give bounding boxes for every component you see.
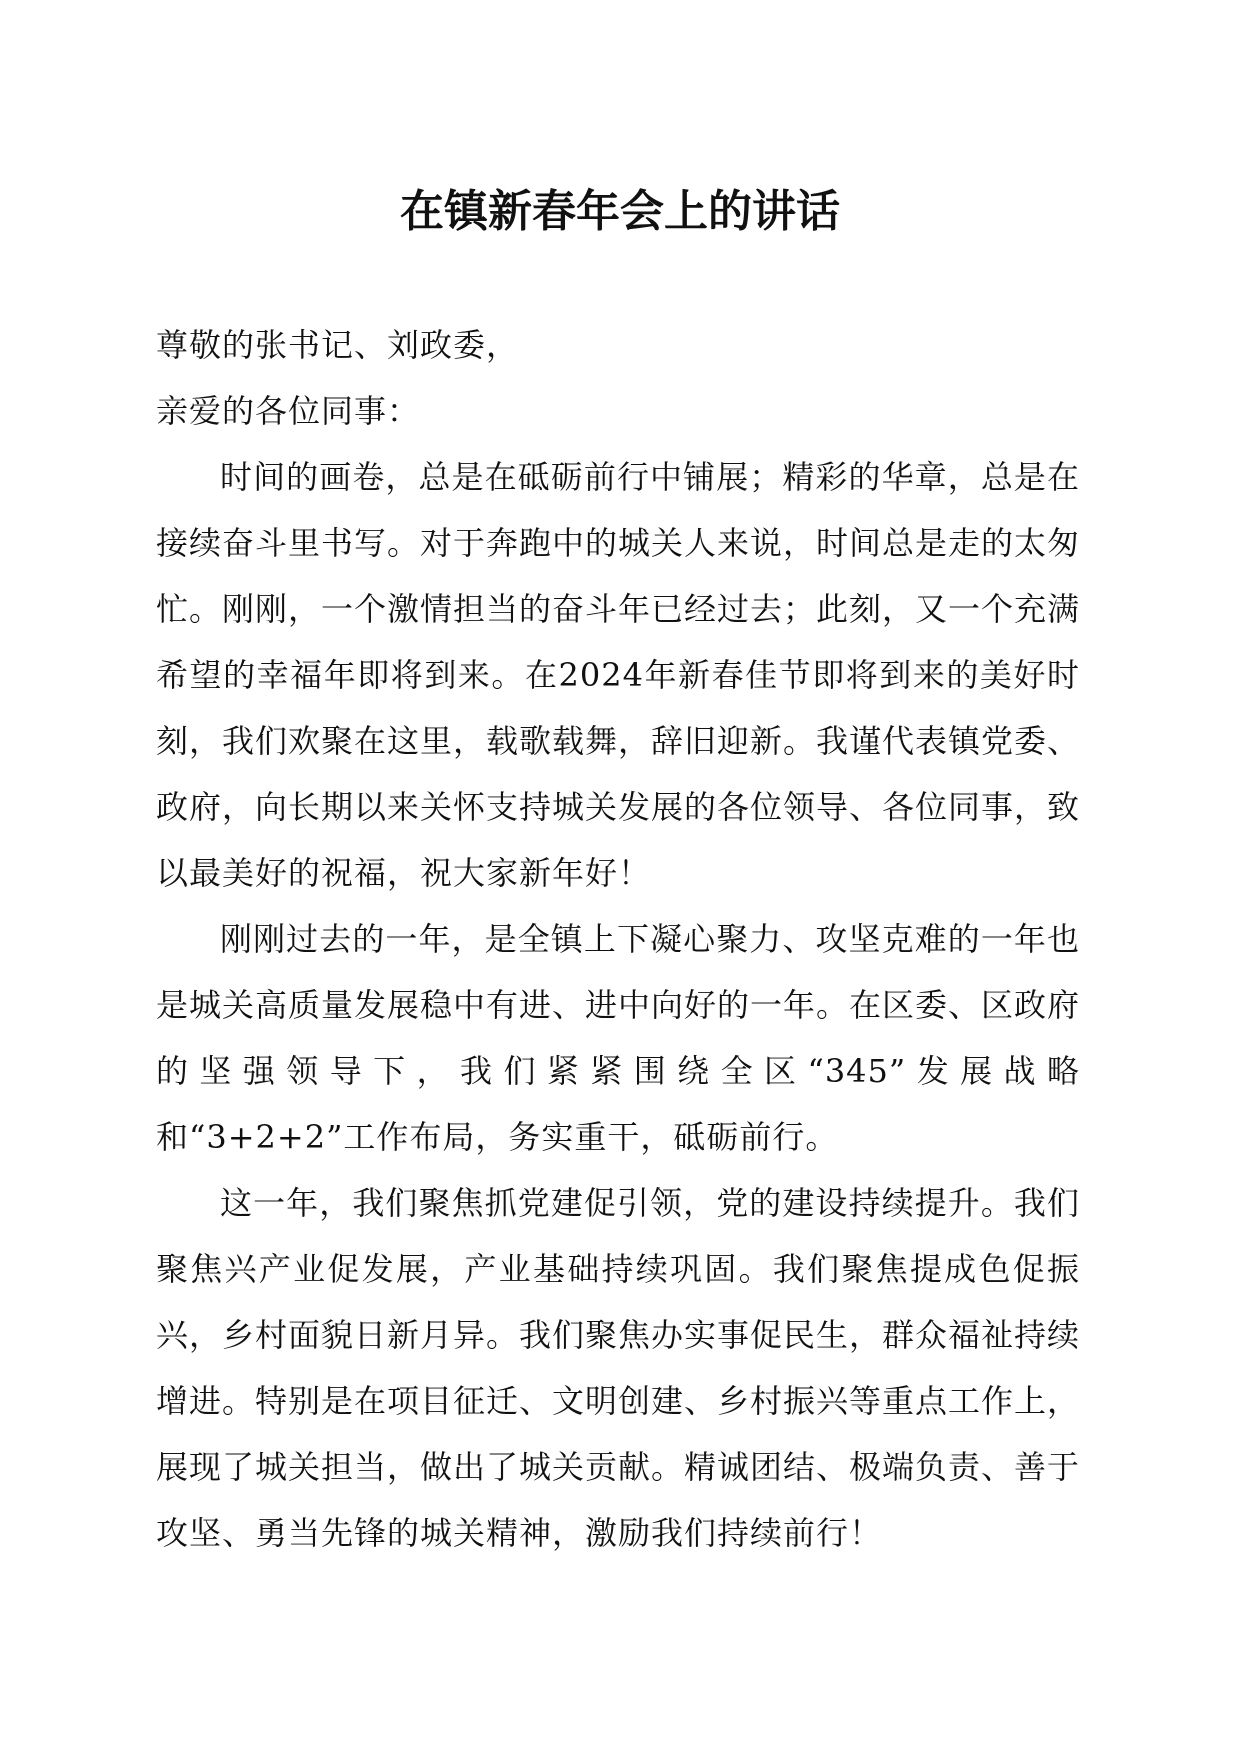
salutation-line-2: 亲爱的各位同事： <box>156 392 421 430</box>
paragraph-3: 这一年，我们聚焦抓党建促引领，党的建设持续提升。我们聚焦兴产业促发展，产业基础持续巩固。我们聚焦提成色促振兴，乡村面貌日新月异。我们聚焦办实事促民生，群众福祉持续增进。特别是在项目征迁、文明创建、乡村振兴等重点工作上，展现了城关担当，做出了城关贡献。精诚团结、极端负责、善于攻坚、勇当先锋的城关精神，激励我们持续前行！ <box>156 1184 1081 1552</box>
document-body <box>156 312 1080 1566</box>
paragraph-1: 时间的画卷，总是在砥砺前行中铺展；精彩的华章，总是在接续奋斗里书写。对于奔跑中的城关人来说，时间总是走的太匆忙。刚刚，一个激情担当的奋斗年已经过去；此刻，又一个充满希望的幸福年即将到来。在2024年新春佳节即将到来的美好时刻，我们欢聚在这里，载歌载舞，辞旧迎新。我谨代表镇党委、政府，向长期以来关怀支持城关发展的各位领导、各位同事，致以最美好的祝福，祝大家新年好！ <box>156 458 1081 892</box>
document-title: 在镇新春年会上的讲话 <box>400 186 840 237</box>
paragraph-2: 刚刚过去的一年，是全镇上下凝心聚力、攻坚克难的一年也是城关高质量发展稳中有进、进中向好的一年。在区委、区政府的坚强领导下，我们紧紧围绕全区“345”发展战略和“3+2+2”工作布局，务实重干，砥砺前行。 <box>156 920 1081 1156</box>
salutation-line-1: 尊敬的张书记、刘政委， <box>156 326 520 364</box>
